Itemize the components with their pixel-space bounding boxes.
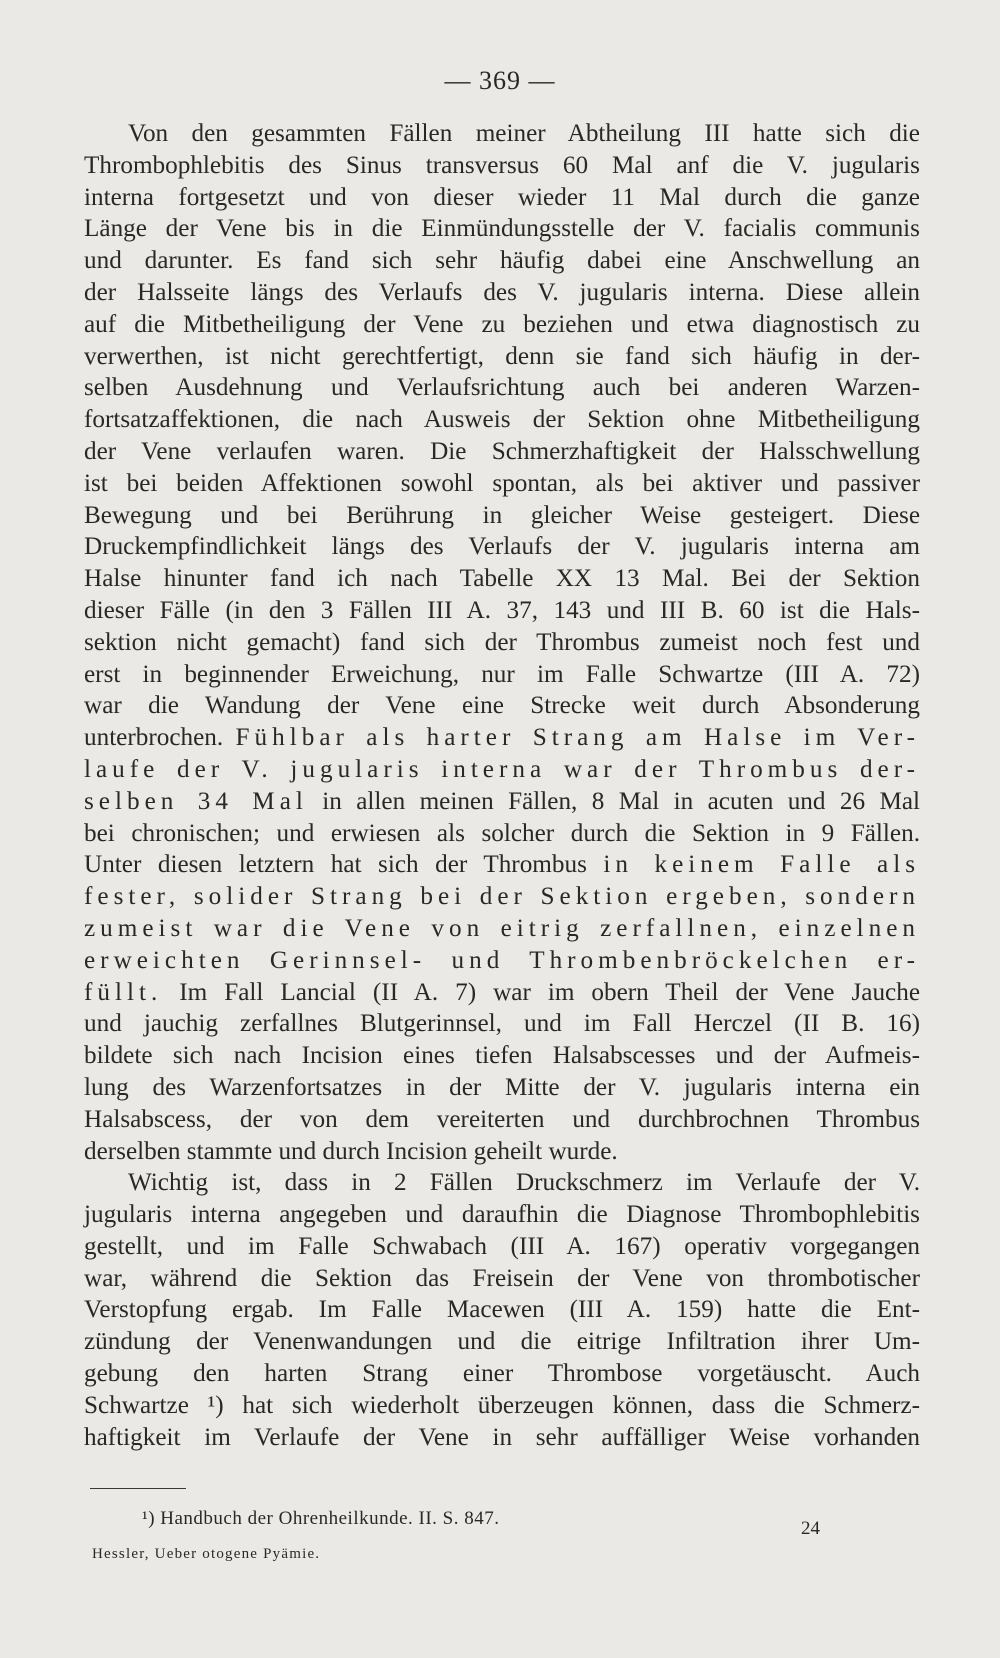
text-line: sektion nicht gemacht) fand sich der Thrombus zumeist noch fest und [84,628,920,656]
text-line: erst in beginnender Erweichung, nur im Falle Schwartze (III A. 72) [84,660,920,688]
text-line: Von den gesammten Fällen meiner Abtheilung III hatte sich die [128,120,920,147]
text-line: der Vene verlaufen waren. Die Schmerzhaftigkeit der Halsschwellung [84,437,920,465]
imprint-line: Hessler, Ueber otogene Pyämie. [92,1546,321,1562]
body-text [84,118,920,1453]
text-line: Verstopfung ergab. Im Falle Macewen (III A. 159) hatte die Ent- [84,1296,920,1324]
emphasized-text: in keinem Falle als [603,851,920,879]
text-line: gebung den harten Strang einer Thrombose vorgetäuscht. Auch [84,1360,920,1388]
text-line: jugularis interna angegeben und daraufhin die Diagnose Thrombophlebitis [84,1201,920,1229]
text-line: zündung der Venenwandungen und die eitrige Infiltration ihrer Um- [84,1328,920,1356]
text-line: war, während die Sektion das Freisein der Vene von thrombotischer [84,1264,920,1292]
page-number: — 369 — [444,66,556,95]
emphasized-line: erweichten Gerinnsel- und Thrombenbröckelchen er- [84,946,920,974]
text-line: Länge der Vene bis in die Einmündungsstelle der V. facialis communis [84,215,920,243]
text-line: Wichtig ist, dass in 2 Fällen Druckschmerz im Verlaufe der V. [128,1169,920,1197]
emphasized-line: laufe der V. jugularis interna war der Thrombus der- [84,755,920,783]
emphasized-text: Fühlbar als harter Strang am Halse im Ver- [235,724,921,752]
emphasized-text: selben 34 Mal [84,787,308,815]
text-segment: in allen meinen Fällen, 8 Mal in acuten und 26 Mal [322,787,921,815]
footnote-divider [90,1488,186,1489]
text-line: fortsatzaffektionen, die nach Ausweis der Sektion ohne Mitbetheiligung [84,406,920,434]
text-line-mixed [84,786,920,818]
text-line-mixed [84,849,920,881]
text-segment: Im Fall Lancial (II A. 7) war im obern Theil der Vene Jauche [179,978,921,1006]
text-line: lung des Warzenfortsatzes in der Mitte der V. jugularis interna ein [84,1073,920,1101]
text-line: auf die Mitbetheiligung der Vene zu beziehen und etwa diagnostisch zu [84,310,920,338]
text-line: war die Wandung der Vene eine Strecke weit durch Absonderung [84,692,920,720]
signature-mark: 24 [801,1518,820,1539]
emphasized-text: füllt. [84,978,163,1006]
footnote: ¹) Handbuch der Ohrenheilkunde. II. S. 847. [142,1508,500,1529]
text-line: derselben stammte und durch Incision geheilt wurde. [84,1137,618,1165]
text-line: Halse hinunter fand ich nach Tabelle XX 13 Mal. Bei der Sektion [84,565,920,593]
text-line: Schwartze ¹) hat sich wiederholt überzeugen können, dass die Schmerz- [84,1391,920,1419]
text-segment: Unter diesen letztern hat sich der Thrombus [84,851,587,879]
text-line: dieser Fälle (in den 3 Fällen III A. 37, 143 und III B. 60 ist die Hals- [84,596,920,624]
text-line: und darunter. Es fand sich sehr häufig dabei eine Anschwellung an [84,247,920,275]
text-line: und jauchig zerfallnes Blutgerinnsel, und im Fall Herczel (II B. 16) [84,1010,920,1038]
text-line: bildete sich nach Incision eines tiefen Halsabscesses und der Aufmeis- [84,1042,920,1070]
text-line: der Halsseite längs des Verlaufs des V. jugularis interna. Diese allein [84,278,920,306]
text-line: interna fortgesetzt und von dieser wieder 11 Mal durch die ganze [84,183,920,211]
text-segment: unterbrochen. [84,724,224,752]
text-line: Druckempfindlichkeit längs des Verlaufs der V. jugularis interna am [84,533,920,561]
text-line: ist bei beiden Affektionen sowohl spontan, als bei aktiver und passiver [84,469,920,497]
text-line: verwerthen, ist nicht gerechtfertigt, denn sie fand sich häufig in der- [84,342,920,370]
text-line: haftigkeit im Verlaufe der Vene in sehr auffälliger Weise vorhanden [84,1423,920,1451]
emphasized-line: zumeist war die Vene von eitrig zerfallnen, einzelnen [84,914,920,942]
emphasized-line: fester, solider Strang bei der Sektion ergeben, sondern [84,883,920,911]
text-line: gestellt, und im Falle Schwabach (III A. 167) operativ vorgegangen [84,1232,920,1260]
text-line-mixed [84,977,920,1009]
text-line: selben Ausdehnung und Verlaufsrichtung auch bei anderen Warzen- [84,374,920,402]
text-line-mixed [84,722,920,754]
text-line: bei chronischen; und erwiesen als solcher durch die Sektion in 9 Fällen. [84,819,920,847]
text-line: Halsabscess, der von dem vereiterten und durchbrochnen Thrombus [84,1105,920,1133]
text-line: Thrombophlebitis des Sinus transversus 60 Mal anf die V. jugularis [84,151,920,179]
text-line: Bewegung und bei Berührung in gleicher Weise gesteigert. Diese [84,501,920,529]
